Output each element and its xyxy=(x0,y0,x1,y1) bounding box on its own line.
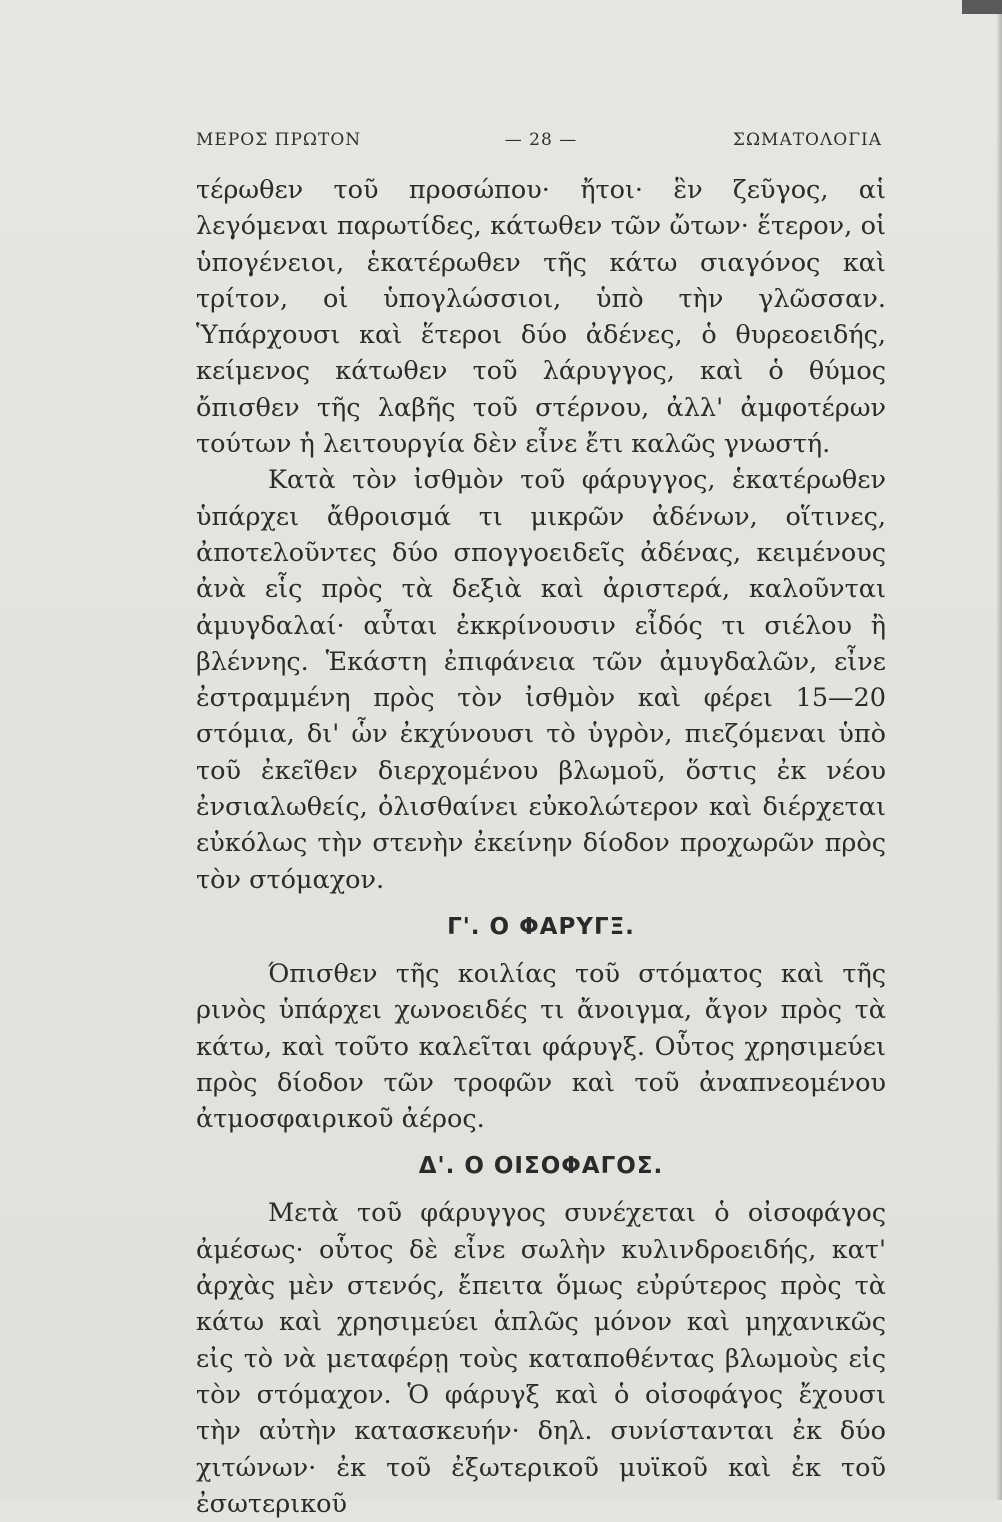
header-section-title: ΣΩΜΑΤΟΛΟΓΙΑ xyxy=(732,130,882,150)
paragraph-continuation: τέρωθεν τοῦ προσώπου· ἤτοι· ἓν ζεῦγος, αἱ λεγόμεναι παρωτίδες, κάτωθεν τῶν ὤτων· ἕτερον, οἱ ὑπογένειοι, ἑκατέρωθεν τῆς κάτω σιαγόνος καὶ τρίτον, οἱ ὑπογλώσσιοι, ὑπὸ τὴν γλῶσσαν. Ὑπάρχουσι καὶ ἕτεροι δύο ἀδένες, ὁ θυρεοειδής, κείμενος κάτωθεν τοῦ λάρυγγος, καὶ ὁ θύμος ὄπισθεν τῆς λαβῆς τοῦ στέρνου, ἀλλ' ἀμφοτέρων τούτων ἡ λειτουργία δὲν εἶνε ἔτι καλῶς γνωστή. xyxy=(196,175,886,460)
page-number: — 28 — xyxy=(504,130,578,150)
section-heading-pharynx-text: Γ'. Ο ΦΑΡΥΓΞ. xyxy=(447,913,635,940)
scan-edge-shadow xyxy=(996,0,1002,1500)
running-header xyxy=(196,126,882,156)
section-heading-esophagus-text: Δ'. Ο ΟΙΣΟΦΑΓΟΣ. xyxy=(418,1153,664,1180)
paragraph-tonsils: Κατὰ τὸν ἰσθμὸν τοῦ φάρυγγος, ἑκατέρωθεν ὑπάρχει ἄθροισμά τι μικρῶν ἀδένων, οἵτινες, ἀποτελοῦντες δύο σπογγοειδεῖς ἀδένας, κειμένους ἀνὰ εἷς πρὸς τὰ δεξιὰ καὶ ἀριστερά, καλοῦνται ἀμυγδαλαί· αὗται ἐκκρίνουσιν εἶδός τι σιέλου ἢ βλέννης. Ἑκάστη ἐπιφάνεια τῶν ἀμυγδαλῶν, εἶνε ἐστραμμένη πρὸς τὸν ἰσθμὸν καὶ φέρει 15—20 στόμια, δι' ὧν ἐκχύνουσι τὸ ὑγρὸν, πιεζόμεναι ὑπὸ τοῦ ἐκεῖθεν διερχομένου βλωμοῦ, ὅστις ἐκ νέου ἐνσιαλωθείς, ὀλισθαίνει εὐκολώτερον καὶ διέρχεται εὐκόλως τὴν στενὴν ἐκείνην δίοδον προχωρῶν πρὸς τὸν στόμαχον. xyxy=(196,465,886,895)
paragraph-pharynx: Όπισθεν τῆς κοιλίας τοῦ στόματος καὶ τῆς ρινὸς ὑπάρχει χωνοειδές τι ἄνοιγμα, ἄγον πρὸς τὰ κάτω, καὶ τοῦτο καλεῖται φάρυγξ. Οὗτος χρησιμεύει πρὸς δίοδον τῶν τροφῶν καὶ τοῦ ἀναπνεομένου ἀτμοσφαιρικοῦ ἀέρος. xyxy=(196,958,886,1135)
header-part-title: ΜΕΡΟΣ ΠΡΩΤΟΝ xyxy=(196,130,362,150)
section-heading-esophagus xyxy=(196,1151,886,1181)
paragraph-esophagus: Μετὰ τοῦ φάρυγγος συνέχεται ὁ οἰσοφάγος ἀμέσως· οὗτος δὲ εἶνε σωλὴν κυλινδροειδής, κατ' ἀρχὰς μὲν στενός, ἔπειτα ὅμως εὐρύτερος πρὸς τὰ κάτω καὶ χρησιμεύει ἁπλῶς μόνον καὶ μηχανικῶς εἰς τὸ νὰ μεταφέρῃ τοὺς καταποθέντας βλωμοὺς εἰς τὸν στόμαχον. Ὁ φάρυγξ καὶ ὁ οἰσοφάγος ἔχουσι τὴν αὐτὴν κατασκευήν· δηλ. συνίστανται ἐκ δύο χιτώνων· ἐκ τοῦ ἐξωτερικοῦ μυϊκοῦ καὶ ἐκ τοῦ ἐσωτερικοῦ xyxy=(196,1198,886,1519)
page-body xyxy=(196,172,886,1522)
section-heading-pharynx xyxy=(196,912,886,942)
